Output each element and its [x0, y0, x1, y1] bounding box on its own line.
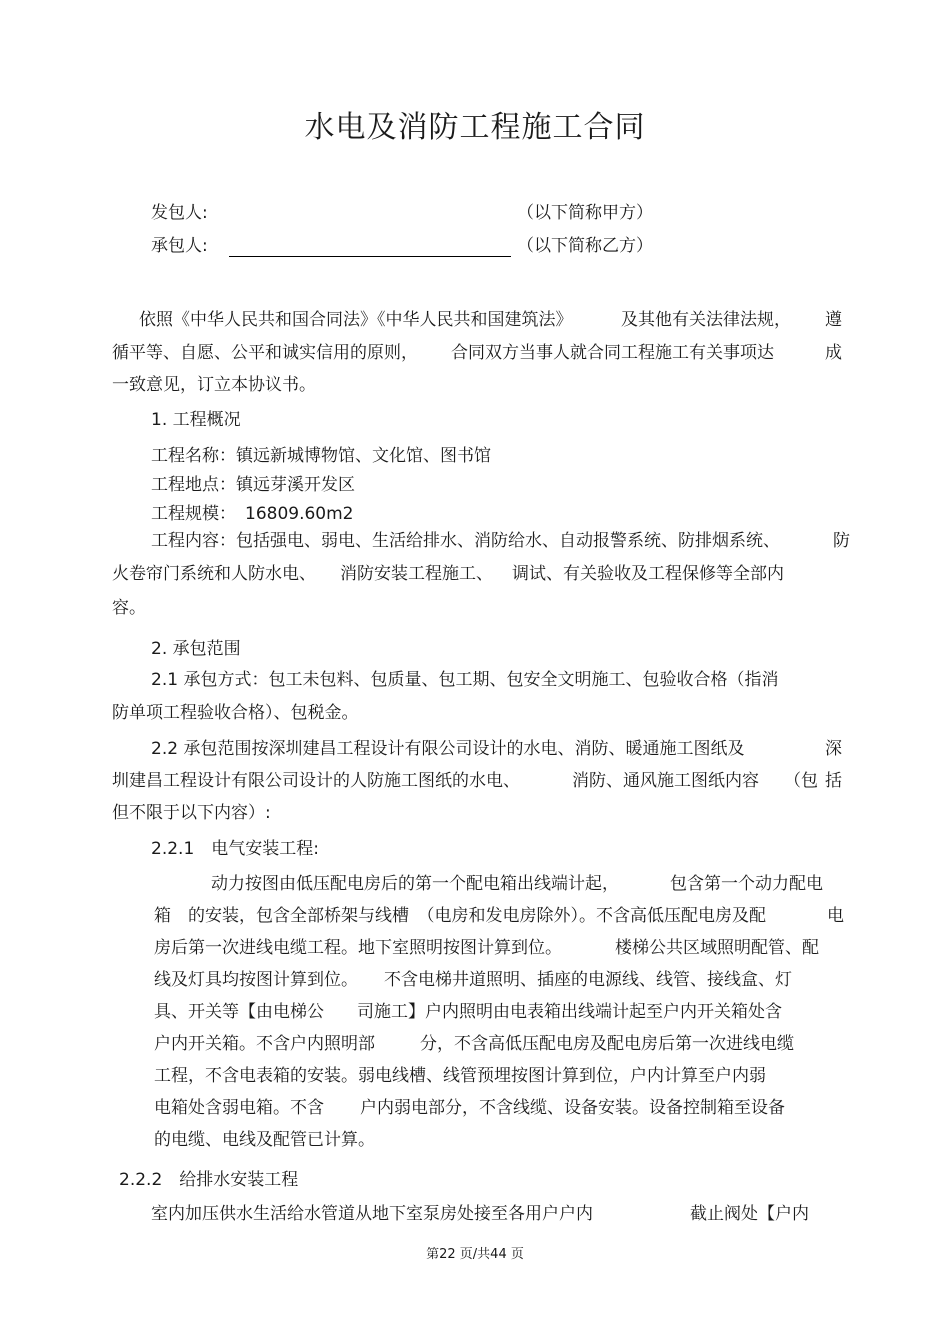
plumbing-line1a: 室内加压供水生活给水管道从地下室泵房处接至各用户户内 — [151, 1204, 593, 1224]
intro-line2-b: 合同双方当事人就合同工程施工有关事项达 — [451, 343, 774, 363]
project-location: 工程地点：镇远芽溪开发区 — [151, 475, 355, 495]
project-content-l3: 容。 — [112, 598, 146, 618]
project-scale-label: 工程规模： — [151, 504, 236, 524]
party-a-label: 发包人: — [151, 203, 208, 223]
intro-line3: 一致意见，订立本协议书。 — [112, 375, 316, 395]
intro-line2-c: 成 — [825, 343, 842, 363]
electrical-line6a: 户内开关箱。不含户内照明部 — [154, 1034, 375, 1054]
scope-2-2-line3: 但不限于以下内容）: — [112, 803, 271, 823]
scope-2-2-line2b: 消防、通风施工图纸内容 — [572, 771, 759, 791]
project-content-l2c: 调试、有关验收及工程保修等全部内 — [512, 564, 784, 584]
scope-2-1-line2: 防单项工程验收合格）、包税金。 — [112, 703, 359, 723]
electrical-line1b: 包含第一个动力配电 — [670, 874, 823, 894]
electrical-line2b: 电 — [827, 906, 844, 926]
electrical-line4a: 线及灯具均按图计算到位。 — [154, 970, 358, 990]
electrical-line1a: 动力按图由低压配电房后的第一个配电箱出线端计起， — [211, 874, 619, 894]
subsection-2-2-2-heading: 2.2.2 给排水安装工程 — [119, 1170, 299, 1190]
scope-2-2-line2a: 圳建昌工程设计有限公司设计的人防施工图纸的水电、 — [112, 771, 520, 791]
project-content-l1a: 工程内容：包括强电、弱电、生活给排水、消防给水、自动报警系统、防排烟系统、 — [151, 531, 780, 551]
scope-2-1-line1: 2.1 承包方式：包工未包料、包质量、包工期、包安全文明施工、包验收合格（指消 — [151, 670, 779, 690]
party-b-note: （以下简称乙方） — [517, 236, 653, 256]
scope-2-2-line2c: （包 — [784, 771, 818, 791]
intro-line1-a: 依照《中华人民共和国合同法》《中华人民共和国建筑法》 — [139, 310, 573, 330]
electrical-line8a: 电箱处含弱电箱。不含 — [154, 1098, 324, 1118]
intro-line1-c: 遵 — [825, 310, 842, 330]
electrical-line3b: 楼梯公共区域照明配管、配 — [615, 938, 819, 958]
electrical-line3a: 房后第一次进线电缆工程。地下室照明按图计算到位。 — [154, 938, 562, 958]
subsection-2-2-1-heading: 2.2.1 电气安装工程: — [151, 839, 319, 859]
section1-heading: 1. 工程概况 — [151, 410, 241, 430]
project-scale-value: 16809.60m2 — [245, 504, 354, 524]
project-content-l2b: 消防安装工程施工、 — [340, 564, 493, 584]
page-number-footer: 第22 页/共44 页 — [426, 1247, 524, 1262]
electrical-line2a: 箱 的安装，包含全部桥架与线槽 （电房和发电房除外）。不含高低压配电房及配 — [154, 906, 766, 926]
party-b-label: 承包人: — [151, 236, 208, 256]
project-content-l2a: 火卷帘门系统和人防水电、 — [112, 564, 316, 584]
electrical-line7a: 工程，不含电表箱的安装。弱电线槽、线管预埋按图计算到位，户内计算至户内弱 — [154, 1066, 766, 1086]
document-title: 水电及消防工程施工合同 — [304, 110, 646, 145]
electrical-line5b: 司施工】户内照明由电表箱出线端计起至户内开关箱处含 — [357, 1002, 782, 1022]
plumbing-line1b: 截止阀处【户内 — [690, 1204, 809, 1224]
intro-line2-a: 循平等、自愿、公平和诚实信用的原则， — [112, 343, 418, 363]
section2-heading: 2. 承包范围 — [151, 639, 241, 659]
electrical-line9a: 的电缆、电线及配管已计算。 — [154, 1130, 375, 1150]
scope-2-2-line1b: 深 — [825, 739, 842, 759]
project-name: 工程名称：镇远新城博物馆、文化馆、图书馆 — [151, 446, 491, 466]
electrical-line5a: 具、开关等【由电梯公 — [154, 1002, 324, 1022]
party-b-underline — [229, 256, 511, 257]
scope-2-2-line2d: 括 — [825, 771, 842, 791]
scope-2-2-line1a: 2.2 承包范围按深圳建昌工程设计有限公司设计的水电、消防、暖通施工图纸及 — [151, 739, 745, 759]
electrical-line4b: 不含电梯井道照明、插座的电源线、线管、接线盒、灯 — [384, 970, 792, 990]
electrical-line8b: 户内弱电部分，不含线缆、设备安装。设备控制箱至设备 — [360, 1098, 785, 1118]
intro-line1-b: 及其他有关法律法规， — [621, 310, 791, 330]
project-content-l1b: 防 — [833, 531, 850, 551]
party-a-note: （以下简称甲方） — [517, 203, 653, 223]
electrical-line6b: 分，不含高低压配电房及配电房后第一次进线电缆 — [420, 1034, 794, 1054]
